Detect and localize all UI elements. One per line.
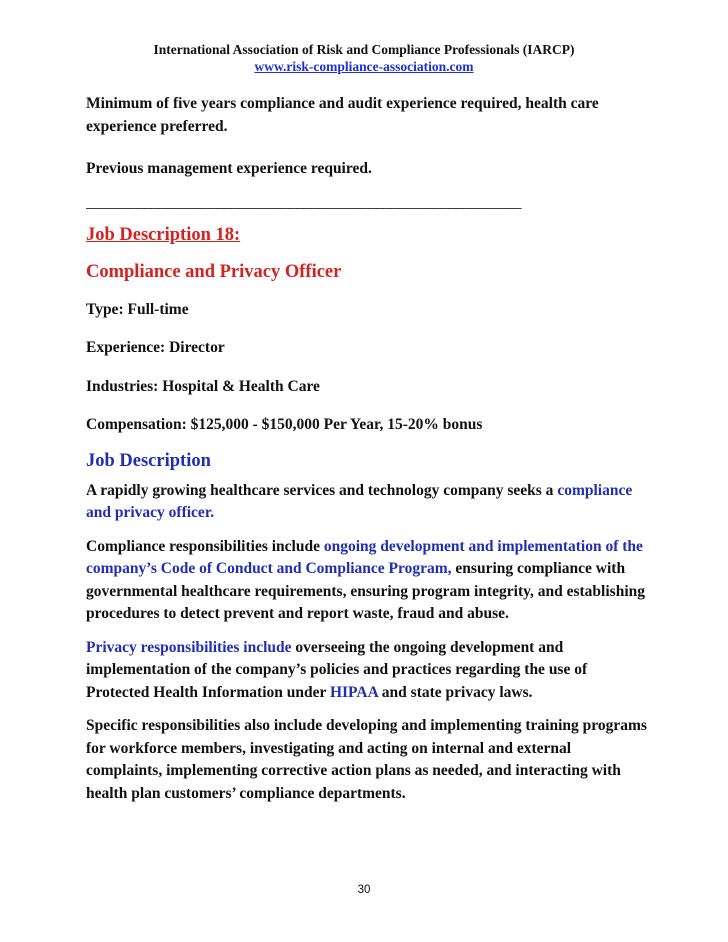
separator-line: ____________________________________________________________ <box>86 193 521 211</box>
job-heading <box>86 223 651 247</box>
p1-link[interactable]: compliance and privacy officer. <box>86 481 633 521</box>
description-paragraph-1 <box>86 480 651 525</box>
management-requirement: Previous management experience required. <box>86 160 372 177</box>
experience-requirement: Minimum of five years compliance and audit experience required, health care experience preferred. <box>86 95 599 135</box>
p3-text-2: and state privacy laws. <box>377 683 533 701</box>
p2-link[interactable]: ongoing development and implementation of the company’s Code of Conduct and Compliance Program, <box>86 537 643 577</box>
website-link[interactable]: www.risk-compliance-association.com <box>254 59 474 74</box>
p3-text-1: overseeing the ongoing development and implementation of the company’s policies and practices regarding the use of Protected Health Information under <box>86 638 588 701</box>
job-compensation: Compensation: $125,000 - $150,000 Per Year, 15-20% bonus <box>86 416 483 433</box>
page-header <box>0 41 728 75</box>
job-industries: Industries: Hospital & Health Care <box>86 377 320 395</box>
description-heading: Job Description <box>86 450 211 471</box>
job-title: Compliance and Privacy Officer <box>86 261 342 282</box>
job-heading-text: Job Description 18: <box>86 224 241 245</box>
page-number: 30 <box>357 884 371 896</box>
p3-hipaa-link[interactable]: HIPAA <box>329 683 378 701</box>
organization-name: International Association of Risk and Compliance Professionals (IARCP) <box>153 42 575 57</box>
description-paragraph-4: Specific responsibilities also include developing and implementing training programs for workforce members, investigating and acting on internal and external complaints, implementing corrective action plans as needed, and interacting with health plan customers’ compliance departments. <box>86 717 647 802</box>
p2-text-2: ensuring compliance with governmental healthcare requirements, ensuring program integrity, and establishing procedures to detect prevent and report waste, fraud and abuse. <box>86 560 645 622</box>
job-type: Type: Full-time <box>86 300 189 318</box>
p3-link[interactable]: Privacy responsibilities include <box>86 638 292 656</box>
job-experience: Experience: Director <box>86 339 225 356</box>
p1-text: A rapidly growing healthcare services and technology company seeks a <box>86 481 558 499</box>
p2-text-1: Compliance responsibilities include <box>86 537 324 555</box>
description-paragraph-3 <box>86 637 651 705</box>
page-body <box>86 93 651 805</box>
description-paragraph-2 <box>86 536 651 626</box>
